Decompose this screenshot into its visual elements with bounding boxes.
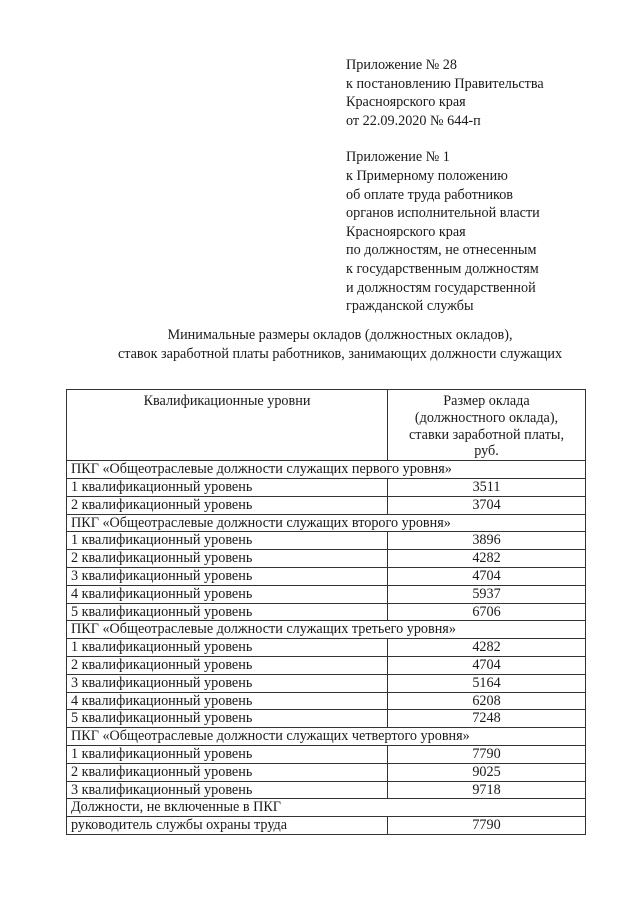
- title-line: ставок заработной платы работников, занимающих должности служащих: [117, 345, 563, 362]
- level-label: 1 квалификационный уровень: [67, 745, 388, 763]
- level-label: руководитель службы охраны труда: [67, 817, 388, 835]
- group-row: [67, 514, 586, 532]
- sub-appendix-line: органов исполнительной власти: [346, 205, 540, 222]
- qualification-levels-header: Квалификационные уровни: [67, 390, 388, 461]
- level-label: 3 квалификационный уровень: [67, 567, 388, 585]
- header-line: ставки заработной платы,: [408, 426, 565, 443]
- table-row: [67, 478, 586, 496]
- level-label: 4 квалификационный уровень: [67, 585, 388, 603]
- table-row: [67, 532, 586, 550]
- document-title: [40, 326, 640, 363]
- table-row: [67, 567, 586, 585]
- salary-amount-header: [388, 390, 586, 461]
- appendix-header: [346, 56, 606, 316]
- header-line: руб.: [474, 443, 499, 460]
- level-label: 1 квалификационный уровень: [67, 478, 388, 496]
- sub-appendix-line: гражданской службы: [346, 298, 474, 315]
- table-row: [67, 656, 586, 674]
- group-row: [67, 728, 586, 746]
- appendix-line: к постановлению Правительства: [346, 75, 544, 92]
- salary-value: 4704: [388, 656, 586, 674]
- salary-value: 6208: [388, 692, 586, 710]
- level-label: 1 квалификационный уровень: [67, 639, 388, 657]
- salary-value: 9718: [388, 781, 586, 799]
- sub-appendix-line: и должностям государственной: [346, 279, 536, 296]
- level-label: 4 квалификационный уровень: [67, 692, 388, 710]
- salary-value: 4704: [388, 567, 586, 585]
- salary-value: 7790: [388, 817, 586, 835]
- table-row: [67, 692, 586, 710]
- table-row: [67, 674, 586, 692]
- salary-value: 3511: [388, 478, 586, 496]
- salary-value: 4282: [388, 550, 586, 568]
- salary-value: 7790: [388, 745, 586, 763]
- level-label: 3 квалификационный уровень: [67, 781, 388, 799]
- level-label: 5 квалификационный уровень: [67, 710, 388, 728]
- sub-appendix-line: Красноярского края: [346, 223, 466, 240]
- group-label: ПКГ «Общеотраслевые должности служащих четвертого уровня»: [67, 728, 586, 746]
- level-label: 5 квалификационный уровень: [67, 603, 388, 621]
- level-label: 2 квалификационный уровень: [67, 656, 388, 674]
- group-label: ПКГ «Общеотраслевые должности служащих второго уровня»: [67, 514, 586, 532]
- salary-value: 7248: [388, 710, 586, 728]
- sub-appendix-line: к Примерному положению: [346, 167, 508, 184]
- sub-appendix-line: по должностям, не отнесенным: [346, 242, 537, 259]
- salary-value: 5937: [388, 585, 586, 603]
- salary-value: 3896: [388, 532, 586, 550]
- header-line: (должностного оклада),: [414, 409, 559, 426]
- group-row: [67, 799, 586, 817]
- group-label: ПКГ «Общеотраслевые должности служащих первого уровня»: [67, 461, 586, 479]
- table-row: [67, 781, 586, 799]
- table-row: [67, 817, 586, 835]
- group-label: ПКГ «Общеотраслевые должности служащих третьего уровня»: [67, 621, 586, 639]
- table-row: [67, 496, 586, 514]
- group-label: Должности, не включенные в ПКГ: [67, 799, 586, 817]
- table-row: [67, 639, 586, 657]
- table-row: [67, 710, 586, 728]
- table-body: [67, 461, 586, 835]
- title-line: Минимальные размеры окладов (должностных окладов),: [167, 327, 513, 343]
- group-row: [67, 461, 586, 479]
- level-label: 2 квалификационный уровень: [67, 496, 388, 514]
- appendix-line: Приложение № 28: [346, 57, 457, 73]
- level-label: 2 квалификационный уровень: [67, 550, 388, 568]
- salary-value: 9025: [388, 763, 586, 781]
- sub-appendix-line: к государственным должностям: [346, 260, 539, 277]
- table-row: [67, 745, 586, 763]
- table-header-row: [67, 390, 586, 461]
- salary-table: [66, 389, 586, 835]
- sub-appendix-line: об оплате труда работников: [346, 186, 514, 203]
- sub-appendix-line: Приложение № 1: [346, 149, 450, 166]
- table-row: [67, 585, 586, 603]
- table-row: [67, 763, 586, 781]
- table-row: [67, 550, 586, 568]
- level-label: 3 квалификационный уровень: [67, 674, 388, 692]
- table-row: [67, 603, 586, 621]
- salary-value: 5164: [388, 674, 586, 692]
- salary-value: 6706: [388, 603, 586, 621]
- salary-value: 4282: [388, 639, 586, 657]
- appendix-line: Красноярского края: [346, 94, 466, 111]
- salary-value: 3704: [388, 496, 586, 514]
- group-row: [67, 621, 586, 639]
- appendix-line: от 22.09.2020 № 644-п: [346, 112, 481, 129]
- level-label: 1 квалификационный уровень: [67, 532, 388, 550]
- level-label: 2 квалификационный уровень: [67, 763, 388, 781]
- header-line: Размер оклада: [443, 393, 530, 409]
